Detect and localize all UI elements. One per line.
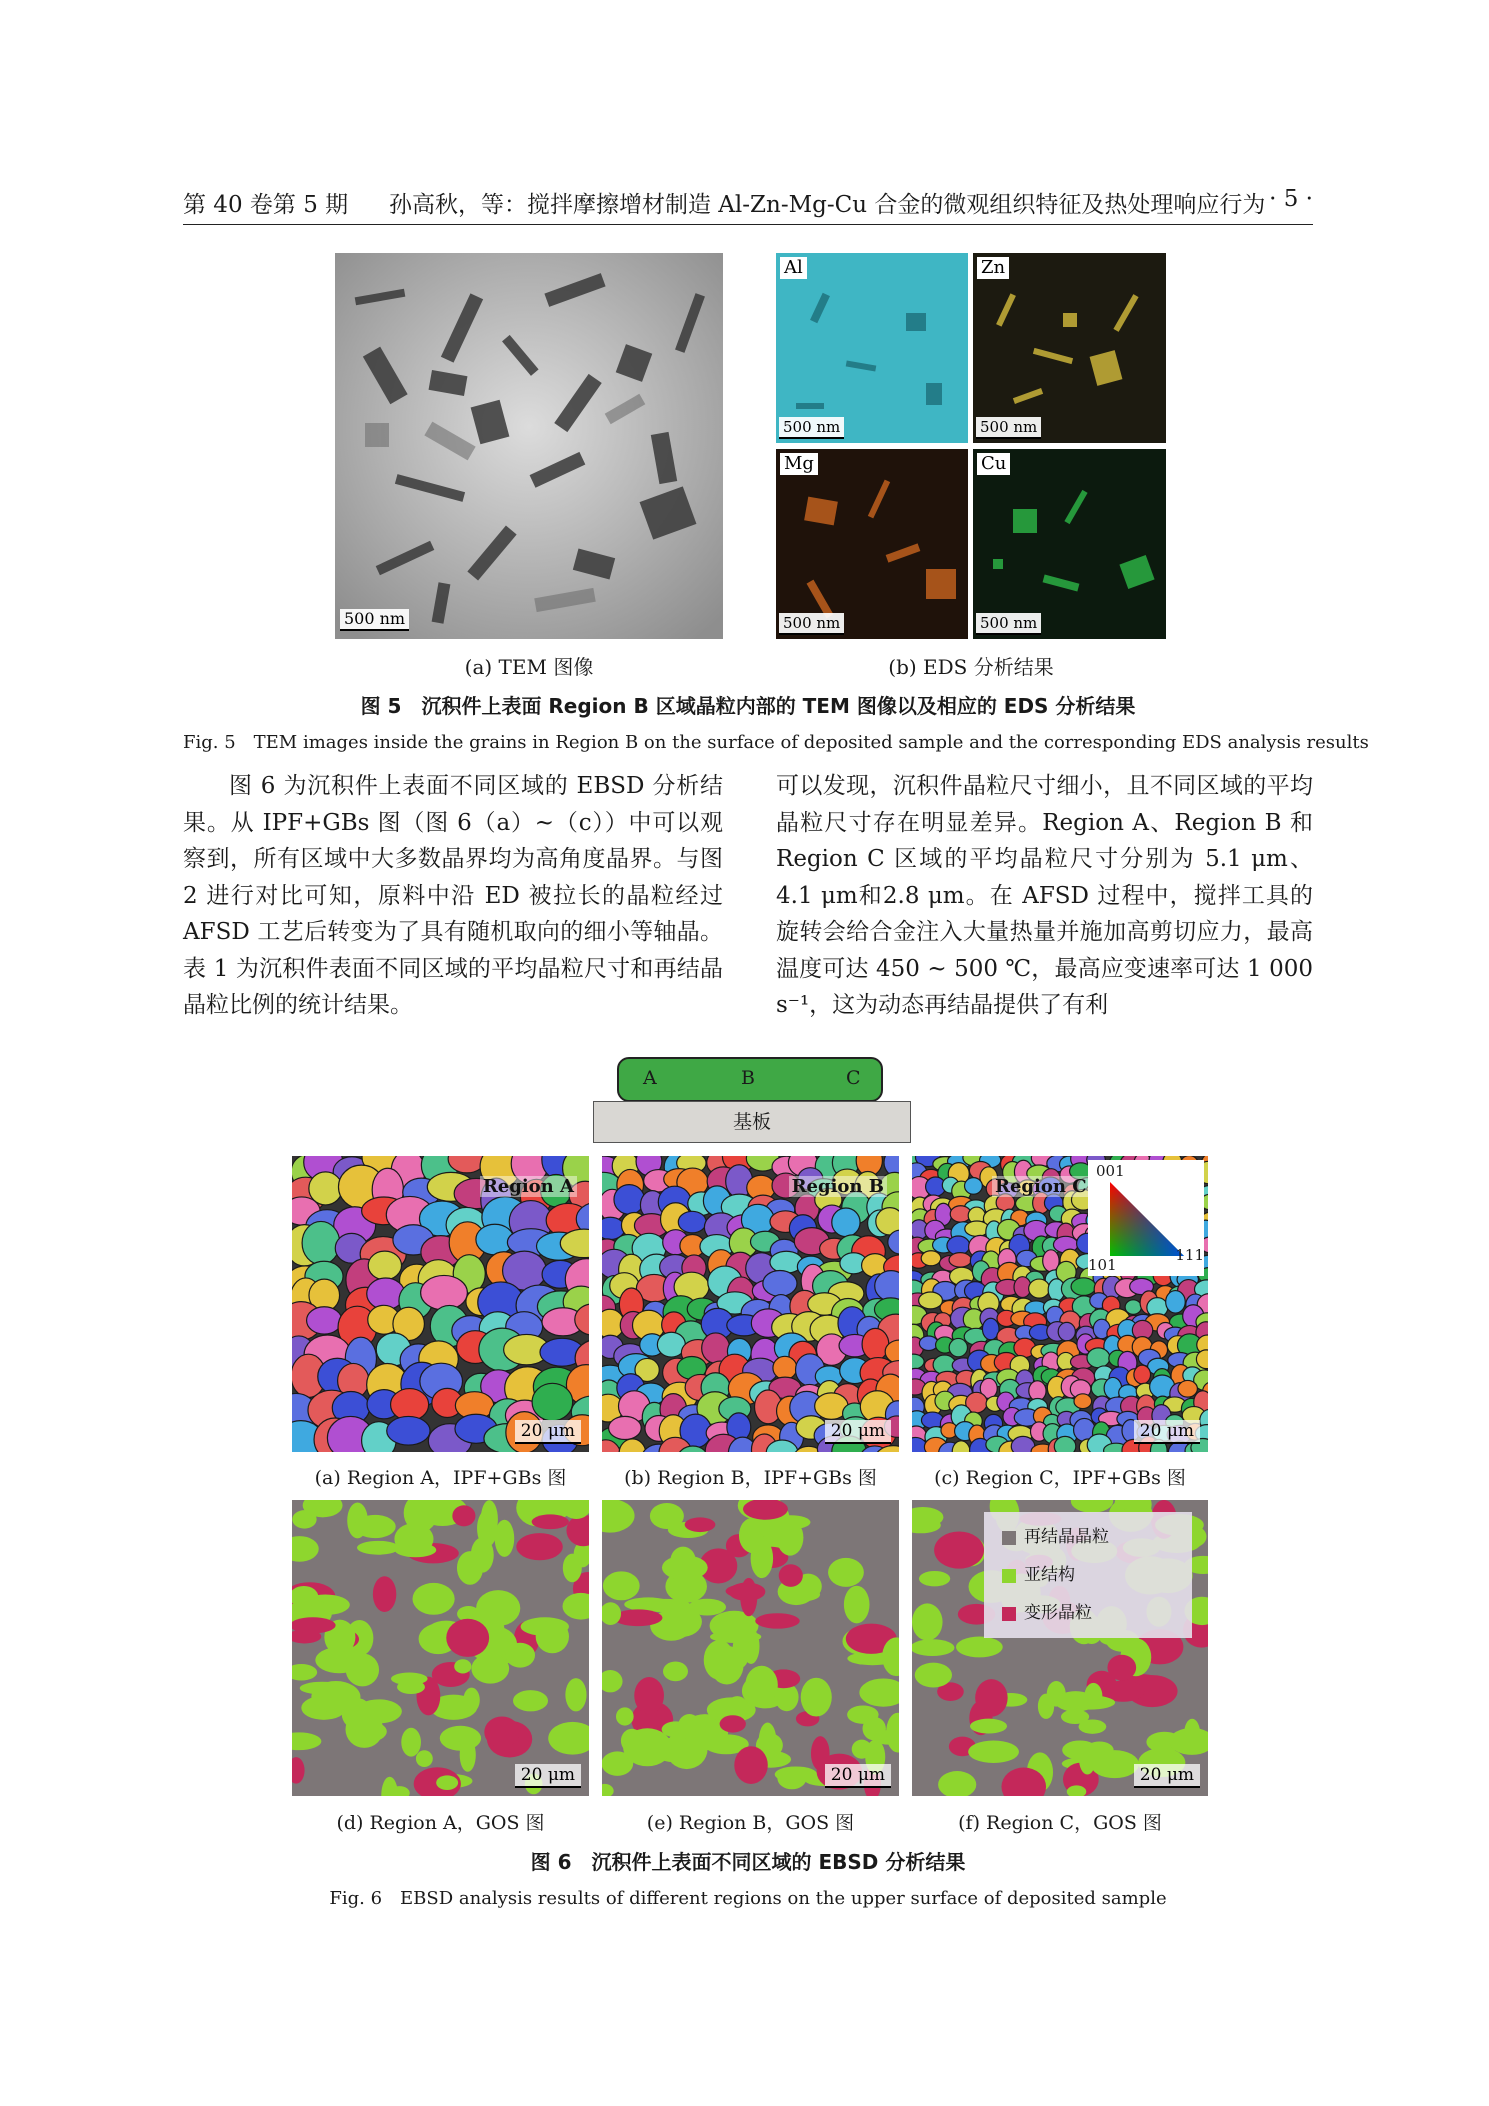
legend-item-substructure bbox=[1002, 1560, 1075, 1585]
swatch-deformed bbox=[1002, 1607, 1016, 1621]
eds-scale-cu: 500 nm bbox=[976, 613, 1041, 635]
gos-map-region-c bbox=[912, 1500, 1208, 1796]
eds-map-cu bbox=[973, 449, 1166, 639]
ipf-region-label-c: Region C bbox=[992, 1176, 1090, 1197]
legend-item-deformed bbox=[1002, 1598, 1092, 1623]
ipf-color-key bbox=[1088, 1160, 1204, 1276]
gos-scale-b: 20 μm bbox=[825, 1764, 891, 1788]
fig5-caption-cn: 图 5 沉积件上表面 Region B 区域晶粒内部的 TEM 图像以及相应的 EDS 分析结果 bbox=[360, 694, 1136, 718]
ipf-grains-b bbox=[602, 1156, 899, 1452]
fig6-subcaption-b: (b) Region B，IPF+GBs 图 bbox=[624, 1467, 877, 1489]
legend-item-recrystallized bbox=[1002, 1522, 1109, 1547]
article-title: 孙高秋，等：搅拌摩擦增材制造 Al-Zn-Mg-Cu 合金的微观组织特征及热处理响应行为 bbox=[389, 192, 1266, 218]
ipf-scale-a: 20 μm bbox=[515, 1420, 581, 1444]
eds-cu-pattern bbox=[973, 449, 1166, 639]
tem-scale-bar: 500 nm bbox=[340, 609, 409, 631]
ipf-map-region-b bbox=[602, 1156, 899, 1452]
paragraph-right: 可以发现，沉积件晶粒尺寸细小，且不同区域的平均晶粒尺寸存在明显差异。Region A、Region B 和 Region C 区域的平均晶粒尺寸分别为 5.1 μm、4.1 μm和2.8 μm。在 AFSD 过程中，搅拌工具的旋转会给合金注入大量热量并施加高剪切应力，最高温度可达 450 ~ 500 ℃，最高应变速率可达 1 000 s⁻¹，这为动态再结晶提供了有利 bbox=[776, 773, 1313, 1018]
legend-label-deformed: 变形晶粒 bbox=[1024, 1603, 1092, 1623]
eds-map-mg bbox=[776, 449, 968, 639]
body-text-left bbox=[183, 768, 723, 1024]
eds-al-pattern bbox=[776, 253, 968, 443]
gos-scale-c: 20 μm bbox=[1134, 1764, 1200, 1788]
ipf-scale-b: 20 μm bbox=[825, 1420, 891, 1444]
eds-scale-zn: 500 nm bbox=[976, 417, 1041, 439]
header-rule bbox=[183, 224, 1313, 225]
region-marker-c: C bbox=[846, 1067, 861, 1089]
fig6-subcaption-c: (c) Region C，IPF+GBs 图 bbox=[934, 1467, 1186, 1489]
gos-legend bbox=[984, 1512, 1192, 1638]
swatch-substructure bbox=[1002, 1569, 1016, 1583]
paragraph-left: 图 6 为沉积件上表面不同区域的 EBSD 分析结果。从 IPF+GBs 图（图 6（a）~（c））中可以观察到，所有区域中大多数晶界均为高角度晶界。与图 2 进行对比可知，原料中沿 ED 被拉长的晶粒经过 AFSD 工艺后转变为了具有随机取向的细小等轴晶。表 1 为沉积件表面不同区域的平均晶粒尺寸和再结晶晶粒比例的统计结果。 bbox=[183, 773, 723, 1018]
journal-volume: 第 40 卷第 5 期 bbox=[183, 192, 349, 218]
fig5-caption-en: Fig. 5 TEM images inside the grains in Region B on the surface of deposited sample and the corresponding EDS analysis results bbox=[183, 732, 1369, 753]
tem-micrograph bbox=[335, 253, 723, 639]
eds-map-zn bbox=[973, 253, 1166, 443]
fig5-subcaption-b: (b) EDS 分析结果 bbox=[888, 655, 1054, 679]
eds-label-mg: Mg bbox=[780, 453, 818, 475]
eds-label-al: Al bbox=[780, 257, 807, 279]
fig6-subcaption-e: (e) Region B，GOS 图 bbox=[646, 1812, 855, 1834]
eds-mg-pattern bbox=[776, 449, 968, 639]
gos-scale-a: 20 μm bbox=[515, 1764, 581, 1788]
ipf-map-region-c bbox=[912, 1156, 1208, 1452]
ipf-scale-c: 20 μm bbox=[1134, 1420, 1200, 1444]
region-marker-b: B bbox=[741, 1067, 755, 1089]
ipf-region-label-a: Region A bbox=[480, 1176, 577, 1197]
gos-grains-b bbox=[602, 1500, 899, 1796]
eds-label-cu: Cu bbox=[977, 453, 1010, 475]
ipf-region-label-b: Region B bbox=[789, 1176, 887, 1197]
fig6-subcaption-f: (f) Region C，GOS 图 bbox=[958, 1812, 1162, 1834]
legend-label-substructure: 亚结构 bbox=[1024, 1565, 1075, 1585]
fig6-caption-en: Fig. 6 EBSD analysis results of different regions on the upper surface of deposited sample bbox=[329, 1888, 1167, 1909]
ipf-key-111: 111 bbox=[1175, 1246, 1204, 1264]
swatch-recrystallized bbox=[1002, 1531, 1016, 1545]
ipf-key-101: 101 bbox=[1088, 1256, 1117, 1274]
gos-map-region-a bbox=[292, 1500, 589, 1796]
gos-grains-a bbox=[292, 1500, 589, 1796]
ipf-grains-a bbox=[292, 1156, 589, 1452]
fig6-subcaption-d: (d) Region A，GOS 图 bbox=[336, 1812, 545, 1834]
ipf-key-001: 001 bbox=[1096, 1162, 1125, 1180]
region-marker-a: A bbox=[643, 1067, 657, 1089]
eds-scale-al: 500 nm bbox=[779, 417, 844, 439]
deposit-layer bbox=[617, 1057, 883, 1102]
fig5-subcaption-a: (a) TEM 图像 bbox=[464, 655, 594, 679]
fig6-caption-cn: 图 6 沉积件上表面不同区域的 EBSD 分析结果 bbox=[530, 1850, 966, 1874]
tem-image bbox=[335, 253, 723, 639]
eds-scale-mg: 500 nm bbox=[779, 613, 844, 635]
eds-zn-pattern bbox=[973, 253, 1166, 443]
ipf-map-region-a bbox=[292, 1156, 589, 1452]
gos-map-region-b bbox=[602, 1500, 899, 1796]
page-number: · 5 · bbox=[1269, 186, 1313, 212]
eds-map-al bbox=[776, 253, 968, 443]
eds-label-zn: Zn bbox=[977, 257, 1009, 279]
body-text-right bbox=[776, 768, 1313, 1024]
legend-label-recrystallized: 再结晶晶粒 bbox=[1024, 1527, 1109, 1547]
fig6-subcaption-a: (a) Region A，IPF+GBs 图 bbox=[314, 1467, 567, 1489]
running-header bbox=[183, 186, 1313, 220]
substrate: 基板 bbox=[593, 1101, 911, 1143]
